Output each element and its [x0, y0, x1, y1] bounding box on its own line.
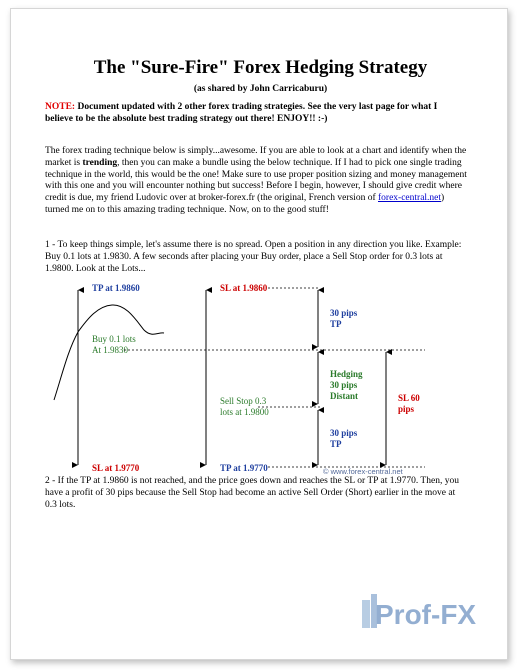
left-sl-label: SL at 1.9770 [92, 463, 140, 473]
intro-text-3: ) turned me on to this amazing trading technique. Now, on to the good stuff! [45, 193, 445, 215]
buy-label-line1: Buy 0.1 lots [92, 334, 136, 344]
note-label: NOTE: [45, 102, 76, 112]
forex-central-link[interactable]: forex-central.net [378, 193, 442, 204]
intro-text-1: The forex trading technique below is simply...awesome. If you are able to look at a chart and identify when the market is [45, 146, 467, 168]
right-sl-label: SL at 1.9860 [220, 283, 268, 293]
prof-fx-logo [355, 586, 505, 636]
sl60-line2: pips [398, 404, 415, 414]
intro-text-2: , then you can make a bundle using the below technique. If I had to pick one single trading technique in the world, this would be the one! Make sure to use proper position sizing and money management with this one and you will encounter nothing but success! Before I begin, however, I should give credit where credit is due, my friend Ludovic over at broker-forex.fr (the original, French version of [45, 157, 467, 204]
document-title: The "Sure-Fire" Forex Hedging Strategy [93, 57, 428, 78]
pips-top-line2: TP [330, 319, 342, 329]
right-tp-label: TP at 1.9770 [220, 463, 268, 473]
update-note [45, 101, 467, 125]
document-subtitle: (as shared by John Carricaburu) [193, 84, 328, 94]
intro-paragraph [45, 146, 469, 217]
step-1-paragraph: 1 - To keep things simple, let's assume there is no spread. Open a position in any direction you like. Example: Buy 0.1 lots at 1.9830. A few seconds after placing your Buy order, place a Sell Stop order for 0.3 lots at 1.9800. Look at the Lots... [45, 240, 462, 274]
diagram-watermark: © www.forex-central.net [323, 467, 403, 476]
pips-top-line1: 30 pips [330, 308, 358, 318]
svg-text:Prof-FX: Prof-FX [375, 599, 477, 630]
sell-label-line2: lots at 1.9800 [220, 407, 269, 417]
hedge-line3: Distant [330, 391, 359, 401]
intro-bold-trending: trending [82, 157, 118, 168]
sell-label-line1: Sell Stop 0.3 [220, 396, 267, 406]
buy-label-line2: At 1.9830 [92, 345, 128, 355]
pips-bottom-line2: TP [330, 439, 342, 449]
left-tp-label: TP at 1.9860 [92, 283, 140, 293]
hedge-line1: Hedging [330, 369, 363, 379]
hedging-diagram [40, 280, 480, 476]
note-text: Document updated with 2 other forex trading strategies. See the very last page for what I believe to be the absolute best trading strategy out there! ENJOY!! :-) [45, 102, 438, 124]
pips-bottom-line1: 30 pips [330, 428, 358, 438]
hedge-line2: 30 pips [330, 380, 358, 390]
step-2-paragraph: 2 - If the TP at 1.9860 is not reached, and the price goes down and reaches the SL or TP at 1.9770. Then, you have a profit of 30 pips because the Sell Stop had become an active Sell Order (Short) earlier in the move at 0.3 lots. [45, 476, 459, 510]
sl60-line1: SL 60 [398, 393, 420, 403]
